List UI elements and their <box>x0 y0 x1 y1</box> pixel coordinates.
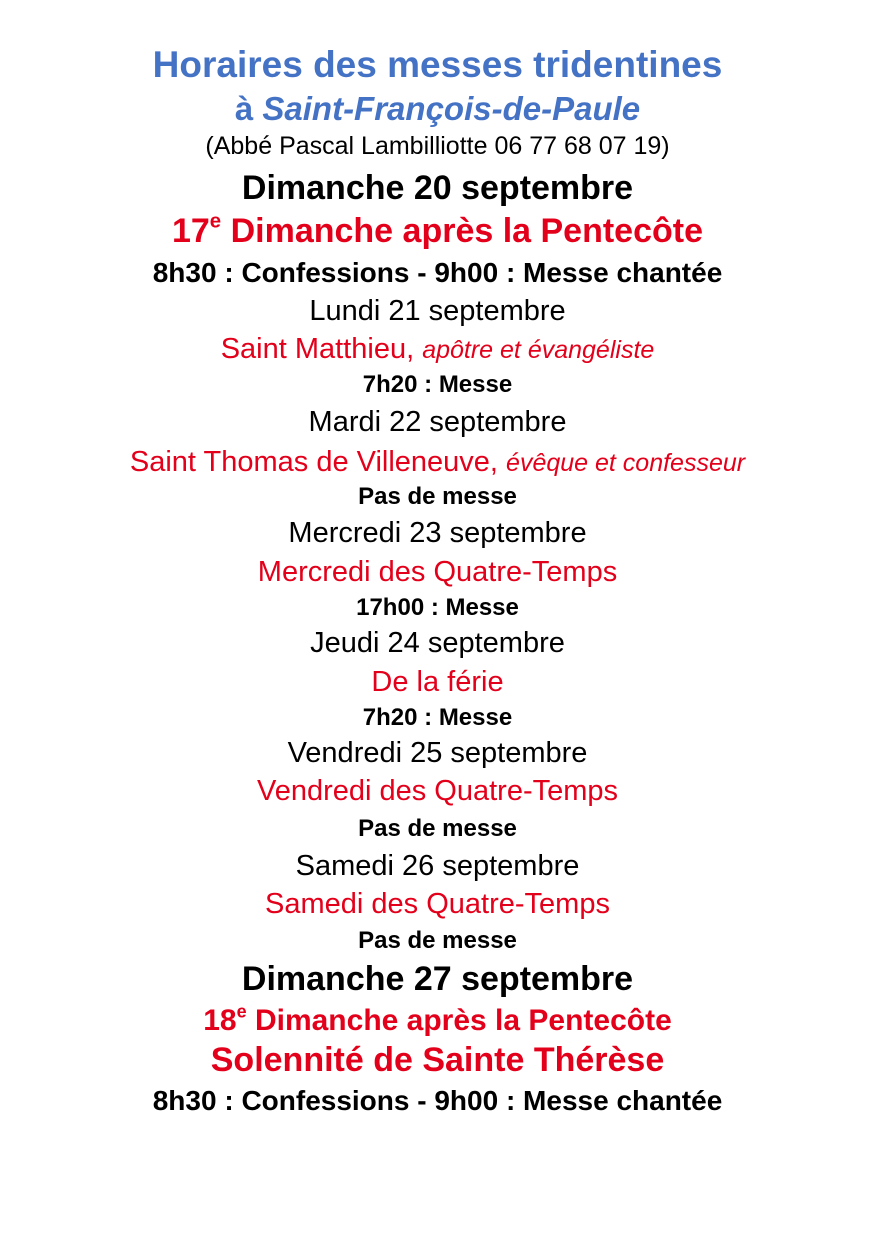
day-schedule: 17h00 : Messe <box>356 594 519 621</box>
day-feast <box>0 446 875 479</box>
feast-ordinal: e <box>209 210 222 233</box>
feast-name: Saint Matthieu, <box>220 333 423 365</box>
day-schedule: Pas de messe <box>358 483 517 510</box>
feast-name: Dimanche après la Pentecôte <box>221 212 704 250</box>
day-feast: Samedi des Quatre-Temps <box>265 888 610 920</box>
contact-line: (Abbé Pascal Lambilliotte 06 77 68 07 19) <box>205 132 670 160</box>
day-date: Jeudi 24 septembre <box>310 627 565 659</box>
day-feast <box>0 333 875 366</box>
day-solemnity: Solennité de Sainte Thérèse <box>210 1041 665 1079</box>
day-schedule: Pas de messe <box>358 815 517 842</box>
day-schedule: 7h20 : Messe <box>362 371 513 398</box>
day-date: Samedi 26 septembre <box>295 850 580 882</box>
day-date: Mercredi 23 septembre <box>288 517 587 549</box>
feast-ordinal: e <box>236 1001 247 1022</box>
feast-detail: apôtre et évangéliste <box>422 336 655 364</box>
feast-detail: évêque et confesseur <box>506 449 746 477</box>
feast-name: Dimanche après la Pentecôte <box>246 1004 672 1037</box>
day-schedule: 7h20 : Messe <box>362 704 513 731</box>
day-date: Vendredi 25 septembre <box>287 737 588 769</box>
day-feast <box>0 1001 875 1038</box>
feast-number: 17 <box>171 212 210 250</box>
day-feast: De la férie <box>371 666 504 698</box>
day-feast <box>0 212 875 251</box>
day-date: Lundi 21 septembre <box>309 295 566 327</box>
feast-number: 18 <box>203 1004 237 1037</box>
day-date: Mardi 22 septembre <box>308 406 567 438</box>
day-date: Dimanche 27 septembre <box>241 960 634 998</box>
subtitle-place: Saint-François-de-Paule <box>262 90 641 127</box>
day-schedule: 8h30 : Confessions - 9h00 : Messe chantée <box>152 257 723 288</box>
feast-name: Saint Thomas de Villeneuve, <box>129 446 507 478</box>
day-feast: Vendredi des Quatre-Temps <box>256 775 619 807</box>
day-schedule: Pas de messe <box>358 927 517 954</box>
subtitle-prefix: à <box>234 90 263 127</box>
page-title: Horaires des messes tridentines <box>152 44 723 85</box>
day-date: Dimanche 20 septembre <box>241 169 634 207</box>
page-subtitle <box>0 90 875 128</box>
day-schedule: 8h30 : Confessions - 9h00 : Messe chantée <box>152 1085 723 1116</box>
day-feast: Mercredi des Quatre-Temps <box>257 556 618 588</box>
